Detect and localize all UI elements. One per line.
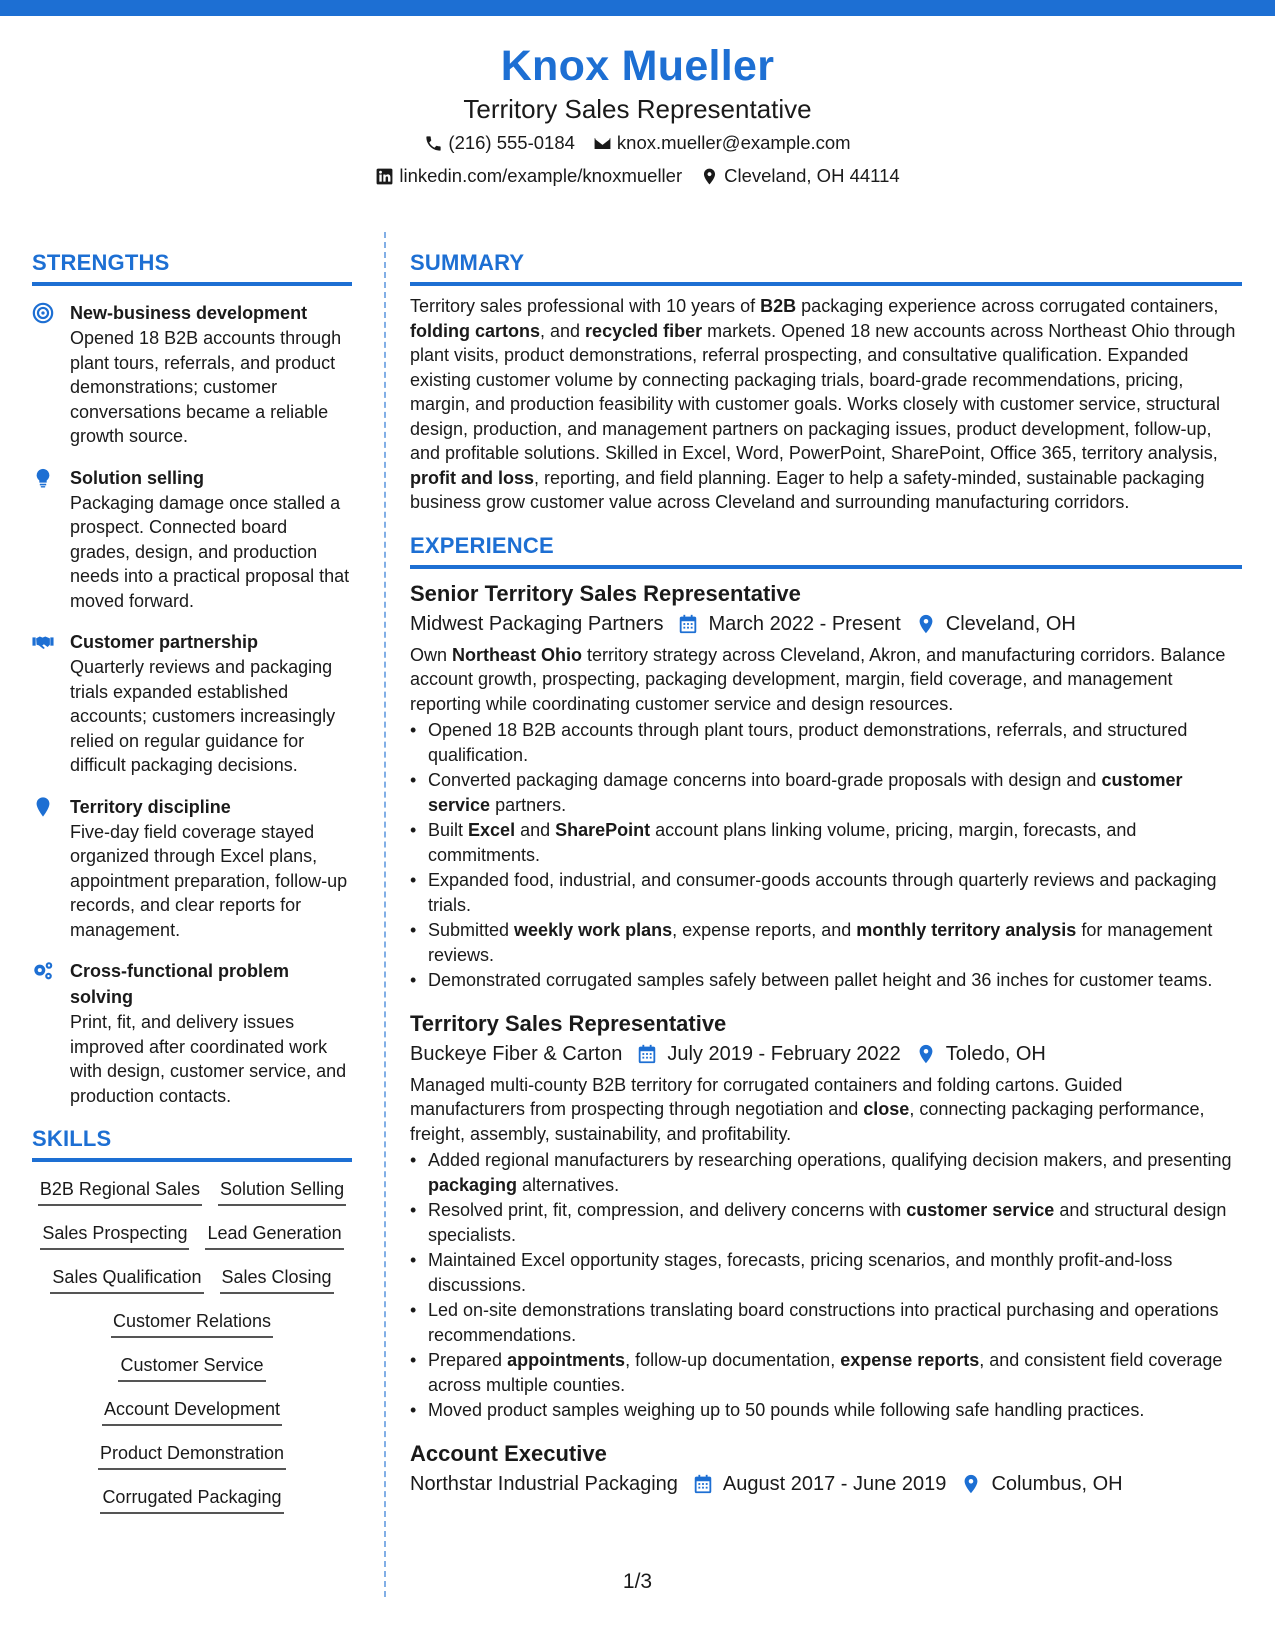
resume-header xyxy=(0,40,1275,192)
page-number: 1/3 xyxy=(622,1570,653,1593)
skill-tag: Customer Relations xyxy=(111,1308,273,1338)
experience-list xyxy=(410,579,1242,1499)
strength-desc: Packaging damage once stalled a prospect. Connected board grades, design, and production needs into a practical proposal that moved forward. xyxy=(70,492,350,611)
strength-desc: Five-day field coverage stayed organized through Excel plans, appointment preparation, follow-up records, and clear reports for management. xyxy=(70,821,348,940)
envelope-icon xyxy=(593,134,612,153)
strength-title: Cross-functional problem solving xyxy=(70,961,290,1007)
job-description: Own Northeast Ohio territory strategy across Cleveland, Akron, and manufacturing corridors. Balance account growth, prospecting, packaging development, margin, field coverage, and management reporting while coordinating customer service and design resources. xyxy=(410,644,1226,714)
job-entry xyxy=(410,1439,1242,1499)
job-entry xyxy=(410,579,1242,993)
job-bullet: • Led on-site demonstrations translating board constructions into practical purchasing and operations recommendations. xyxy=(410,1298,1242,1347)
job-bullet: • Maintained Excel opportunity stages, forecasts, pricing scenarios, and monthly profit-and-loss discussions. xyxy=(410,1248,1242,1297)
job-bullet: • Expanded food, industrial, and consumer-goods accounts through quarterly reviews and packaging trials. xyxy=(410,868,1242,917)
job-meta xyxy=(410,1469,1242,1499)
job-bullets xyxy=(410,1148,1242,1423)
map-pin-icon xyxy=(700,167,719,186)
map-pin-icon xyxy=(960,1473,982,1495)
contact-row-1 xyxy=(0,127,1275,159)
job-bullet: • Prepared appointments, follow-up documentation, expense reports, and consistent field coverage across multiple counties. xyxy=(410,1348,1242,1397)
strength-desc: Print, fit, and delivery issues improved after coordinated work with design, customer service, and production contacts. xyxy=(70,1012,347,1106)
job-title: Senior Territory Sales Representative xyxy=(410,580,801,606)
job-bullet: • Submitted weekly work plans, expense reports, and monthly territory analysis for management reviews. xyxy=(410,918,1242,967)
strength-title: Customer partnership xyxy=(70,632,259,652)
job-bullet: • Resolved print, fit, compression, and delivery concerns with customer service and structural design specialists. xyxy=(410,1198,1242,1247)
job-bullet: • Converted packaging damage concerns into board-grade proposals with design and customer service partners. xyxy=(410,768,1242,817)
strengths-heading: STRENGTHS xyxy=(32,248,352,286)
location-text: Cleveland, OH 44114 xyxy=(724,165,900,186)
email-text: knox.mueller@example.com xyxy=(616,132,851,153)
calendar-icon xyxy=(636,1043,658,1065)
skill-tag: Sales Closing xyxy=(220,1264,334,1294)
strengths-list xyxy=(32,300,352,1108)
strength-title: New-business development xyxy=(70,303,308,323)
candidate-name: Knox Mueller xyxy=(500,42,775,90)
job-bullet: • Opened 18 B2B accounts through plant tours, product demonstrations, referrals, and structured qualification. xyxy=(410,718,1242,767)
map-pin-icon xyxy=(915,613,937,635)
job-location: Toledo, OH xyxy=(945,1042,1046,1065)
skill-tag: B2B Regional Sales xyxy=(38,1176,202,1206)
linkedin-contact[interactable] xyxy=(375,160,682,192)
calendar-icon xyxy=(677,613,699,635)
job-bullet: • Built Excel and SharePoint account plans linking volume, pricing, margin, forecasts, and commitments. xyxy=(410,818,1242,867)
phone-icon xyxy=(424,134,443,153)
strength-item xyxy=(32,465,352,614)
strength-item xyxy=(32,794,352,943)
skills-list xyxy=(32,1176,352,1514)
skill-tag: Account Development xyxy=(102,1396,282,1426)
summary-heading: SUMMARY xyxy=(410,248,1242,286)
skills-heading: SKILLS xyxy=(32,1124,352,1162)
handshake-icon xyxy=(32,629,70,778)
job-dates: July 2019 - February 2022 xyxy=(667,1042,901,1065)
contact-row-2 xyxy=(0,160,1275,192)
job-location: Columbus, OH xyxy=(991,1472,1123,1495)
job-bullets xyxy=(410,718,1242,993)
job-entry xyxy=(410,1009,1242,1423)
phone-text: (216) 555-0184 xyxy=(448,132,575,153)
location-pin-icon xyxy=(32,794,70,943)
linkedin-text: linkedin.com/example/knoxmueller xyxy=(399,165,683,186)
job-title: Account Executive xyxy=(410,1440,607,1466)
job-meta xyxy=(410,1039,1242,1069)
calendar-icon xyxy=(692,1473,714,1495)
job-bullet: • Demonstrated corrugated samples safely between pallet height and 36 inches for customer teams. xyxy=(410,968,1242,993)
target-icon xyxy=(32,300,70,449)
skill-tag: Customer Service xyxy=(118,1352,265,1382)
phone-contact xyxy=(424,127,575,159)
linkedin-icon xyxy=(375,167,394,186)
job-location: Cleveland, OH xyxy=(945,612,1076,635)
strength-title: Territory discipline xyxy=(70,796,231,817)
top-accent-bar xyxy=(0,0,1275,16)
job-company: Midwest Packaging Partners xyxy=(410,612,664,635)
job-title: Territory Sales Representative xyxy=(410,1010,727,1036)
lightbulb-icon xyxy=(32,465,70,614)
strength-desc: Quarterly reviews and packaging trials expanded established accounts; customers increasingly relied on regular guidance for difficult packaging decisions. xyxy=(70,657,336,775)
job-description: Managed multi-county B2B territory for corrugated containers and folding cartons. Guided manufacturers from prospecting through negotiation and close, connecting packaging performance, freight, assembly, sustainability, and profitability. xyxy=(410,1074,1205,1144)
job-bullet: • Moved product samples weighing up to 50 pounds while following safe handling practices. xyxy=(410,1398,1242,1423)
map-pin-icon xyxy=(915,1043,937,1065)
strength-title: Solution selling xyxy=(70,467,204,488)
skill-tag: Sales Prospecting xyxy=(40,1220,189,1250)
skill-tag: Corrugated Packaging xyxy=(100,1484,283,1514)
candidate-title: Territory Sales Representative xyxy=(463,94,812,124)
location-contact xyxy=(700,160,900,192)
gears-icon xyxy=(32,958,70,1108)
column-divider xyxy=(384,232,386,1597)
job-dates: August 2017 - June 2019 xyxy=(722,1472,947,1495)
job-bullet: • Added regional manufacturers by researching operations, qualifying decision makers, and presenting packaging alternatives. xyxy=(410,1148,1242,1197)
job-meta xyxy=(410,609,1242,639)
left-column xyxy=(32,248,352,1514)
skill-tag: Product Demonstration xyxy=(98,1440,286,1470)
strength-item xyxy=(32,629,352,778)
job-dates: March 2022 - Present xyxy=(708,612,901,635)
job-company: Buckeye Fiber & Carton xyxy=(410,1042,623,1065)
email-contact[interactable] xyxy=(593,127,851,159)
skill-tag: Sales Qualification xyxy=(50,1264,203,1294)
skill-tag: Solution Selling xyxy=(218,1176,346,1206)
right-column xyxy=(410,248,1242,1503)
experience-heading: EXPERIENCE xyxy=(410,531,1242,569)
skill-tag: Lead Generation xyxy=(205,1220,343,1250)
job-company: Northstar Industrial Packaging xyxy=(410,1472,678,1495)
summary-text: Territory sales professional with 10 years of B2B packaging experience across corrugated containers, folding cartons, and recycled fiber markets. Opened 18 new accounts across Northeast Ohio through plant visits, product demonstrations, referral prospecting, and consultative qualification. Expanded existing customer volume by connecting packaging trials, board-grade recommendations, pricing, margin, and production feasibility with customer goals. Works closely with customer service, structural design, production, and management partners on packaging issues, product development, follow-up, and profitable solutions. Skilled in Excel, Word, PowerPoint, SharePoint, Office 365, territory analysis, profit and loss, reporting, and field planning. Eager to help a safety-minded, sustainable packaging business grow customer value across Cleveland and surrounding manufacturing corridors. xyxy=(410,296,1236,512)
strength-item xyxy=(32,958,352,1108)
strength-item xyxy=(32,300,352,449)
strength-desc: Opened 18 B2B accounts through plant tours, referrals, and product demonstrations; customer conversations became a reliable growth source. xyxy=(70,328,342,446)
